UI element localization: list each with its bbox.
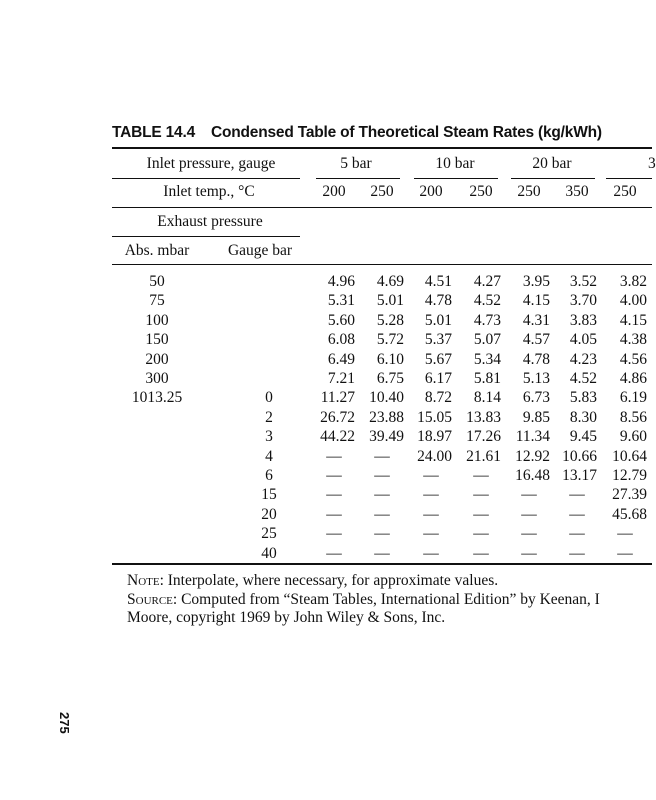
steam-rate-cell: — — [374, 544, 390, 562]
steam-rate-cell: 4.78 — [424, 292, 452, 310]
steam-rate-cell: 4.51 — [424, 273, 452, 290]
gauge-bar-cell: 0 — [265, 389, 273, 407]
steam-rate-cell: 5.01 — [376, 292, 404, 310]
steam-rate-cell: 3.83 — [569, 311, 597, 329]
steam-rate-cell: 5.34 — [473, 350, 501, 368]
steam-rate-cell: 16.48 — [515, 467, 550, 484]
steam-rate-cell: 4.52 — [569, 370, 597, 387]
steam-rate-cell: 24.00 — [417, 447, 452, 465]
pressure-group-cut: 3 — [648, 155, 656, 172]
steam-rate-cell: 4.96 — [327, 273, 355, 290]
steam-rate-cell: 4.23 — [569, 350, 597, 368]
steam-rate-cell: — — [521, 486, 537, 504]
steam-rate-cell: 26.72 — [320, 408, 355, 426]
inlet-temp-0: 200 — [322, 183, 346, 200]
steam-rate-cell: — — [423, 525, 439, 543]
gauge-bar-cell: 2 — [265, 408, 273, 426]
table-caption — [112, 124, 602, 142]
steam-rate-cell: — — [473, 505, 489, 523]
gauge-bar-cell: 6 — [265, 467, 273, 484]
steam-rate-cell: 6.73 — [522, 389, 550, 407]
rule-3x — [606, 178, 652, 179]
steam-rate-cell: — — [326, 486, 342, 504]
steam-rate-cell: — — [617, 525, 633, 543]
inlet-temp-5: 350 — [565, 183, 589, 200]
steam-rate-cell: 5.83 — [569, 389, 597, 407]
steam-rate-cell: 4.00 — [619, 292, 647, 310]
abs-mbar-cell: 300 — [145, 370, 169, 387]
steam-rate-cell: 4.69 — [376, 273, 404, 290]
steam-rate-cell: 10.64 — [612, 447, 647, 465]
steam-rate-cell: 4.27 — [473, 273, 501, 290]
steam-rate-cell: 45.68 — [612, 505, 647, 523]
steam-rate-cell: 15.05 — [417, 408, 452, 426]
table-title: Condensed Table of Theoretical Steam Rates (kg/kWh) — [211, 124, 602, 141]
gauge-bar-cell: 3 — [265, 428, 273, 446]
steam-rate-cell: 39.49 — [369, 428, 404, 446]
gauge-bar-cell: 15 — [261, 486, 277, 504]
steam-rate-cell: 11.27 — [320, 389, 355, 407]
steam-rate-cell: 44.22 — [320, 428, 355, 446]
steam-rate-cell: 3.70 — [569, 292, 597, 310]
inlet-temp-2: 200 — [419, 183, 443, 200]
steam-rate-cell: — — [326, 467, 342, 484]
steam-rate-cell: — — [521, 525, 537, 543]
rule-exhaust — [112, 236, 300, 237]
page-number: 275 — [57, 712, 72, 734]
steam-rate-cell: — — [521, 505, 537, 523]
steam-rate-cell: 8.30 — [569, 408, 597, 426]
note-label: Note: — [127, 572, 164, 589]
pressure-group-10bar: 10 bar — [435, 155, 475, 172]
inlet-temp-label: Inlet temp., °C — [163, 183, 255, 200]
steam-rate-cell: — — [374, 505, 390, 523]
steam-rate-cell: 8.14 — [473, 389, 501, 407]
rule-10bar — [414, 178, 498, 179]
gauge-bar-cell: 20 — [261, 505, 277, 523]
rule-20bar — [511, 178, 595, 179]
steam-rate-cell: — — [473, 525, 489, 543]
steam-rate-cell: — — [374, 447, 390, 465]
steam-rate-cell: 5.01 — [424, 311, 452, 329]
abs-mbar-cell: 150 — [145, 331, 169, 349]
source-line-2: Moore, copyright 1969 by John Wiley & Sons, Inc. — [127, 609, 446, 626]
steam-rate-cell: 7.21 — [327, 370, 355, 387]
gauge-bar-cell: 25 — [261, 525, 277, 543]
note-text: Interpolate, where necessary, for approximate values. — [167, 572, 499, 589]
note-line — [127, 572, 600, 591]
steam-rate-cell: 5.81 — [473, 370, 501, 387]
steam-rate-cell: — — [374, 467, 390, 484]
steam-rate-cell: 8.72 — [424, 389, 452, 407]
steam-rate-cell: 4.56 — [619, 350, 647, 368]
steam-rate-cell: 9.60 — [619, 428, 647, 446]
source-text: Computed from “Steam Tables, International Edition” by Keenan, I — [181, 590, 600, 608]
steam-rate-cell: 6.75 — [376, 370, 404, 387]
steam-rate-cell: 12.92 — [515, 447, 550, 465]
steam-rate-cell: 5.37 — [424, 331, 452, 349]
abs-mbar-cell: 200 — [145, 350, 169, 368]
steam-rate-cell: — — [521, 544, 537, 562]
steam-rate-cell: 5.13 — [522, 370, 550, 387]
inlet-temp-1: 250 — [370, 183, 394, 200]
steam-rate-cell: 6.10 — [376, 350, 404, 368]
gauge-bar-label: Gauge bar — [227, 242, 293, 259]
exhaust-pressure-label: Exhaust pressure — [157, 213, 263, 230]
abs-mbar-cell: 1013.25 — [131, 389, 183, 407]
rule-5bar — [316, 178, 400, 179]
source-line — [127, 591, 600, 610]
steam-rate-cell: — — [423, 486, 439, 504]
inlet-pressure-label: Inlet pressure, gauge — [146, 155, 276, 172]
steam-rate-cell: 4.15 — [619, 311, 647, 329]
steam-rate-cell: 10.66 — [562, 447, 597, 465]
steam-rate-cell: 11.34 — [515, 428, 550, 446]
pressure-group-20bar: 20 bar — [532, 155, 572, 172]
steam-rate-cell: 4.31 — [522, 311, 550, 329]
steam-rate-cell: 27.39 — [612, 486, 647, 504]
steam-rate-cell: 5.31 — [327, 292, 355, 310]
steam-rate-cell: — — [569, 525, 585, 543]
steam-rate-cell: — — [423, 467, 439, 484]
inlet-temp-6: 250 — [613, 183, 637, 200]
inlet-temp-3: 250 — [469, 183, 493, 200]
steam-rate-cell: — — [423, 505, 439, 523]
steam-rate-cell: 5.07 — [473, 331, 501, 349]
steam-rate-cell: 5.28 — [376, 311, 404, 329]
steam-rate-cell: 13.17 — [562, 467, 597, 484]
steam-rate-cell: — — [326, 544, 342, 562]
steam-rate-cell: — — [423, 544, 439, 562]
steam-rate-cell: 13.83 — [466, 408, 501, 426]
steam-rate-cell: 9.45 — [569, 428, 597, 446]
abs-mbar-cell: 50 — [149, 273, 165, 290]
steam-rate-cell: 4.57 — [522, 331, 550, 349]
steam-rate-cell: 18.97 — [417, 428, 452, 446]
top-rule — [112, 147, 652, 149]
steam-rate-cell: 17.26 — [466, 428, 501, 446]
steam-rate-cell: 12.79 — [612, 467, 647, 484]
steam-rate-cell: 3.82 — [619, 273, 647, 290]
gauge-bar-cell: 4 — [265, 447, 273, 465]
bottom-rule — [112, 563, 652, 565]
source-label: Source: — [127, 590, 178, 608]
steam-rate-cell: — — [374, 525, 390, 543]
steam-rate-cell: 8.56 — [619, 408, 647, 426]
table-notes — [127, 572, 600, 628]
steam-rate-cell: — — [374, 486, 390, 504]
steam-rate-cell: 5.72 — [376, 331, 404, 349]
steam-rate-cell: 3.52 — [569, 273, 597, 290]
steam-rate-cell: — — [569, 505, 585, 523]
steam-rate-cell: 3.95 — [522, 273, 550, 290]
rule-inlet-temp — [112, 207, 652, 208]
rule-inlet-pressure — [112, 178, 300, 179]
steam-rate-cell: 6.17 — [424, 370, 452, 387]
steam-rate-cell: 9.85 — [522, 408, 550, 426]
steam-rate-cell: — — [326, 525, 342, 543]
steam-rate-cell: — — [569, 486, 585, 504]
steam-rate-cell: — — [473, 544, 489, 562]
steam-rate-cell: 4.52 — [473, 292, 501, 310]
gauge-bar-cell: 40 — [261, 544, 277, 562]
table-number: TABLE 14.4 — [112, 124, 195, 141]
abs-mbar-cell: 100 — [145, 311, 169, 329]
steam-rate-cell: 4.86 — [619, 370, 647, 387]
inlet-temp-4: 250 — [517, 183, 541, 200]
steam-rate-cell: 4.38 — [619, 331, 647, 349]
steam-rate-cell: — — [473, 467, 489, 484]
steam-rate-cell: — — [326, 447, 342, 465]
steam-rate-cell: — — [473, 486, 489, 504]
abs-mbar-cell: 75 — [149, 292, 165, 310]
steam-rate-cell: 10.40 — [369, 389, 404, 407]
steam-rate-cell: 5.60 — [327, 311, 355, 329]
steam-rate-cell: 6.19 — [619, 389, 647, 407]
steam-rate-cell: 4.73 — [473, 311, 501, 329]
steam-rate-cell: — — [617, 544, 633, 562]
steam-rate-cell: 4.05 — [569, 331, 597, 349]
steam-rate-cell: 6.49 — [327, 350, 355, 368]
steam-rate-cell: 23.88 — [369, 408, 404, 426]
steam-rate-cell: 21.61 — [466, 447, 501, 465]
steam-rate-cell: — — [326, 505, 342, 523]
abs-mbar-label: Abs. mbar — [124, 242, 190, 259]
steam-rate-cell: 5.67 — [424, 350, 452, 368]
steam-rate-cell: 4.15 — [522, 292, 550, 310]
rule-header-bottom — [112, 264, 652, 265]
steam-rate-cell: — — [569, 544, 585, 562]
steam-rate-cell: 4.78 — [522, 350, 550, 368]
steam-rate-cell: 6.08 — [327, 331, 355, 349]
pressure-group-5bar: 5 bar — [340, 155, 372, 172]
